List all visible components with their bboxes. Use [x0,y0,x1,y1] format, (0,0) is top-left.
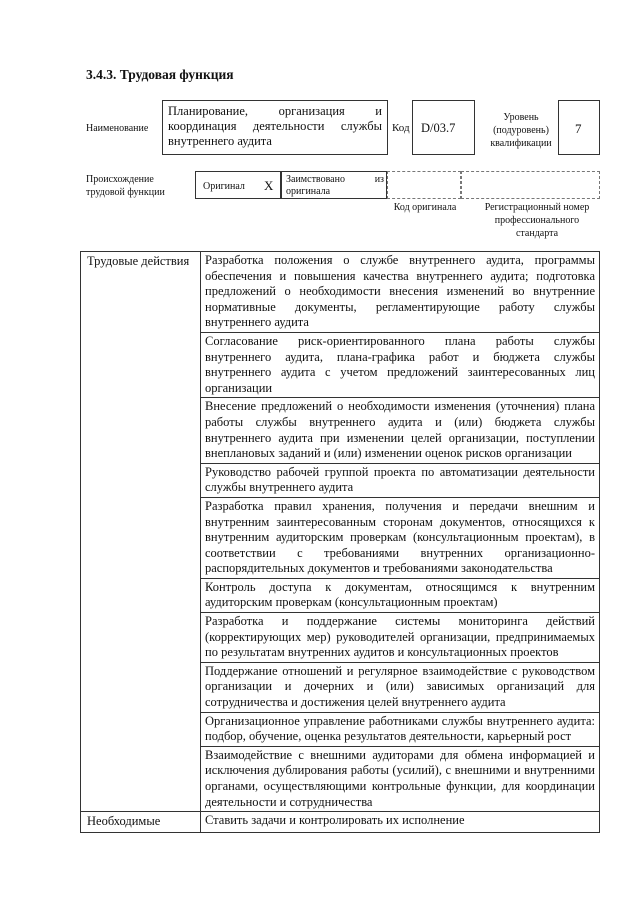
code-label: Код [392,122,410,134]
reg-number-caption: Регистрационный номер профессионального стандарта [484,202,590,239]
labor-actions-table [80,251,600,833]
action-item: Поддержание отношений и регулярное взаимодействие с руководством организации и дочерних и (или) зависимых организаций для сотрудничества и достижения целей внутреннего аудита [201,662,600,712]
action-item: Руководство рабочей группой проекта по автоматизации деятельности службы внутреннего аудита [201,463,600,497]
skills-label: Необходимые [81,812,201,833]
name-label: Наименование [86,123,149,134]
original-mark: X [264,178,274,193]
original-code-box [387,171,461,199]
section-title: 3.4.3. Трудовая функция [86,67,234,82]
reg-number-box [461,171,600,199]
action-item: Контроль доступа к документам, относящимся к внутренним аудиторским проверкам (консультационным проектам) [201,578,600,612]
name-value-box [162,100,388,155]
name-value: Планирование, организация и координация деятельности службы внутреннего аудита [168,104,382,148]
original-code-caption: Код оригинала [393,202,457,213]
action-item: Разработка положения о службе внутреннего аудита, программы обеспечения и повышения качества внутреннего аудита; подготовка предложений о необходимости внесения изменений во внутренние нормативные документы, регламентирующие работу службы внутреннего аудита [201,252,600,333]
level-value: 7 [575,121,582,136]
action-item: Взаимодействие с внешними аудиторами для обмена информацией и исключения дублирования работы (усилий), с внешними и внутренними органами, осуществляющими контрольные функции, для координации деятельности и сотрудничества [201,746,600,811]
action-item: Разработка правил хранения, получения и передачи внешним и внутренним заинтересованным сторонам документов, относящихся к внутренним аудиторским проверкам (консультационным проектам), в соответствии с требованиями внутренних организационно-распорядительных документов и требованиями законодательства [201,497,600,578]
borrowed-box [281,171,387,199]
action-item: Внесение предложений о необходимости изменения (уточнения) плана работы службы внутреннего аудита и (или) бюджета службы внутреннего аудита при изменении целей организации, поступлении внеплановых заданий и (или) изменении оценок рисков организации [201,398,600,463]
level-value-box [558,100,600,155]
skill-item: Ставить задачи и контролировать их исполнение [201,812,600,833]
actions-label: Трудовые действия [81,252,201,812]
level-label: Уровень (подуровень) квалификации [490,112,552,149]
code-value: D/03.7 [421,121,456,135]
table-row [81,812,600,833]
table-row [81,252,600,333]
borrowed-label: Заимствовано из оригинала [286,174,384,197]
original-label: Оригинал [203,181,245,192]
original-box [195,171,281,199]
action-item: Организационное управление работниками службы внутреннего аудита: подбор, обучение, оценка результатов деятельности, карьерный рост [201,712,600,746]
action-item: Согласование риск-ориентированного плана работы службы внутреннего аудита, плана-графика работ и бюджета службы внутреннего аудита с учетом предложений заинтересованных лиц организации [201,332,600,397]
origin-label: Происхождение трудовой функции [86,174,165,198]
code-value-box [412,100,475,155]
action-item: Разработка и поддержание системы мониторинга действий (корректирующих мер) руководителей организации, предпринимаемых по результатам внутренних аудитов и консультационных проектов [201,613,600,663]
